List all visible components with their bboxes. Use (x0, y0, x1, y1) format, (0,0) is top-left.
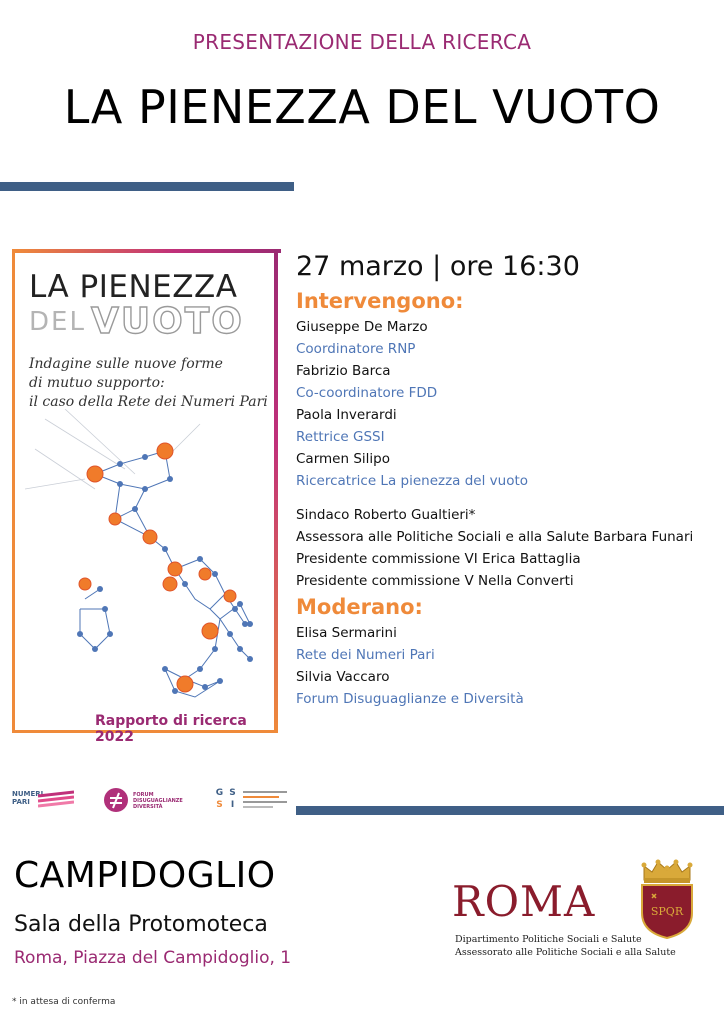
moderators-heading: Moderano: (296, 595, 423, 619)
moderator-name: Elisa Sermarini (296, 625, 397, 641)
authority-entry: Sindaco Roberto Gualtieri* (296, 507, 476, 523)
book-cover (12, 249, 278, 745)
authority-entry: Presidente commissione VI Erica Battaglia (296, 551, 581, 567)
forum-disuguaglianze-logo (103, 785, 199, 815)
gssi-letters (213, 787, 239, 811)
gssi-letter: G (215, 788, 224, 798)
gssi-logo (213, 785, 289, 815)
footnote: * in attesa di conferma (12, 997, 116, 1007)
roma-logo-text: ROMA (452, 877, 596, 926)
speaker-role: Co-coordinatore FDD (296, 385, 438, 401)
cover-description-line: di mutuo supporto: (29, 375, 165, 391)
speaker-name: Giuseppe De Marzo (296, 319, 428, 335)
italy-network-map (25, 409, 275, 709)
authority-entry: Assessora alle Politiche Sociali e alla Salute Barbara Funari (296, 529, 694, 545)
fdd-line: FORUM (133, 792, 154, 798)
event-details (296, 248, 716, 710)
fdd-line: DIVERSITÀ (133, 804, 163, 810)
bottom-divider-bar (296, 806, 724, 815)
moderator-name: Silvia Vaccaro (296, 669, 390, 685)
numeri-pari-logo (12, 788, 74, 812)
spacer (296, 492, 716, 504)
shield-text: SPQR (650, 905, 684, 918)
roma-department-line: Assessorato alle Politiche Sociali e alla Salute (455, 947, 676, 958)
fdd-line: DISUGUAGLIANZE (133, 798, 183, 804)
cover-description (29, 355, 269, 412)
speaker-role: Coordinatore RNP (296, 341, 416, 357)
speaker-role: Ricercatrice La pienezza del vuoto (296, 473, 529, 489)
gssi-text-lines (243, 791, 287, 808)
moderator-role: Rete dei Numeri Pari (296, 647, 435, 663)
fdd-text (133, 792, 183, 810)
cover-report-label: Rapporto di ricerca 2022 (95, 713, 247, 745)
cover-title-line1: LA PIENEZZA (29, 269, 238, 305)
venue-hall: Sala della Protomoteca (14, 912, 268, 937)
venue-name: CAMPIDOGLIO (14, 855, 276, 896)
cover-title-del: DEL (29, 307, 86, 337)
speaker-name: Carmen Silipo (296, 451, 390, 467)
moderator-role: Forum Disuguaglianze e Diversità (296, 691, 524, 707)
speaker-name: Paola Inverardi (296, 407, 397, 423)
event-subtitle: PRESENTAZIONE DELLA RICERCA (192, 30, 532, 54)
numeri-pari-stripes-icon (38, 790, 74, 808)
cover-top-border (15, 249, 281, 253)
cover-title-vuoto: VUOTO (91, 301, 244, 342)
authority-entry: Presidente commissione V Nella Converti (296, 573, 574, 589)
speakers-heading: Intervengono: (296, 289, 464, 313)
gssi-letter: S (216, 800, 223, 810)
event-datetime: 27 marzo | ore 16:30 (296, 251, 580, 282)
cover-description-line: Indagine sulle nuove forme (29, 356, 223, 372)
numeri-pari-line: PARI (12, 798, 30, 806)
event-title: LA PIENEZZA DEL VUOTO (63, 80, 661, 134)
gssi-letter: S (229, 788, 236, 798)
roma-department-line: Dipartimento Politiche Sociali e Salute (455, 934, 642, 945)
top-divider-bar (0, 182, 294, 191)
cover-description-line: il caso della Rete dei Numeri Pari (29, 394, 268, 410)
venue-address: Roma, Piazza del Campidoglio, 1 (14, 948, 292, 968)
not-equal-icon (103, 787, 129, 813)
gssi-letter: I (230, 800, 235, 810)
roma-shield-icon (636, 858, 698, 940)
speaker-role: Rettrice GSSI (296, 429, 385, 445)
speaker-name: Fabrizio Barca (296, 363, 391, 379)
numeri-pari-line: NUMERI (12, 790, 44, 798)
